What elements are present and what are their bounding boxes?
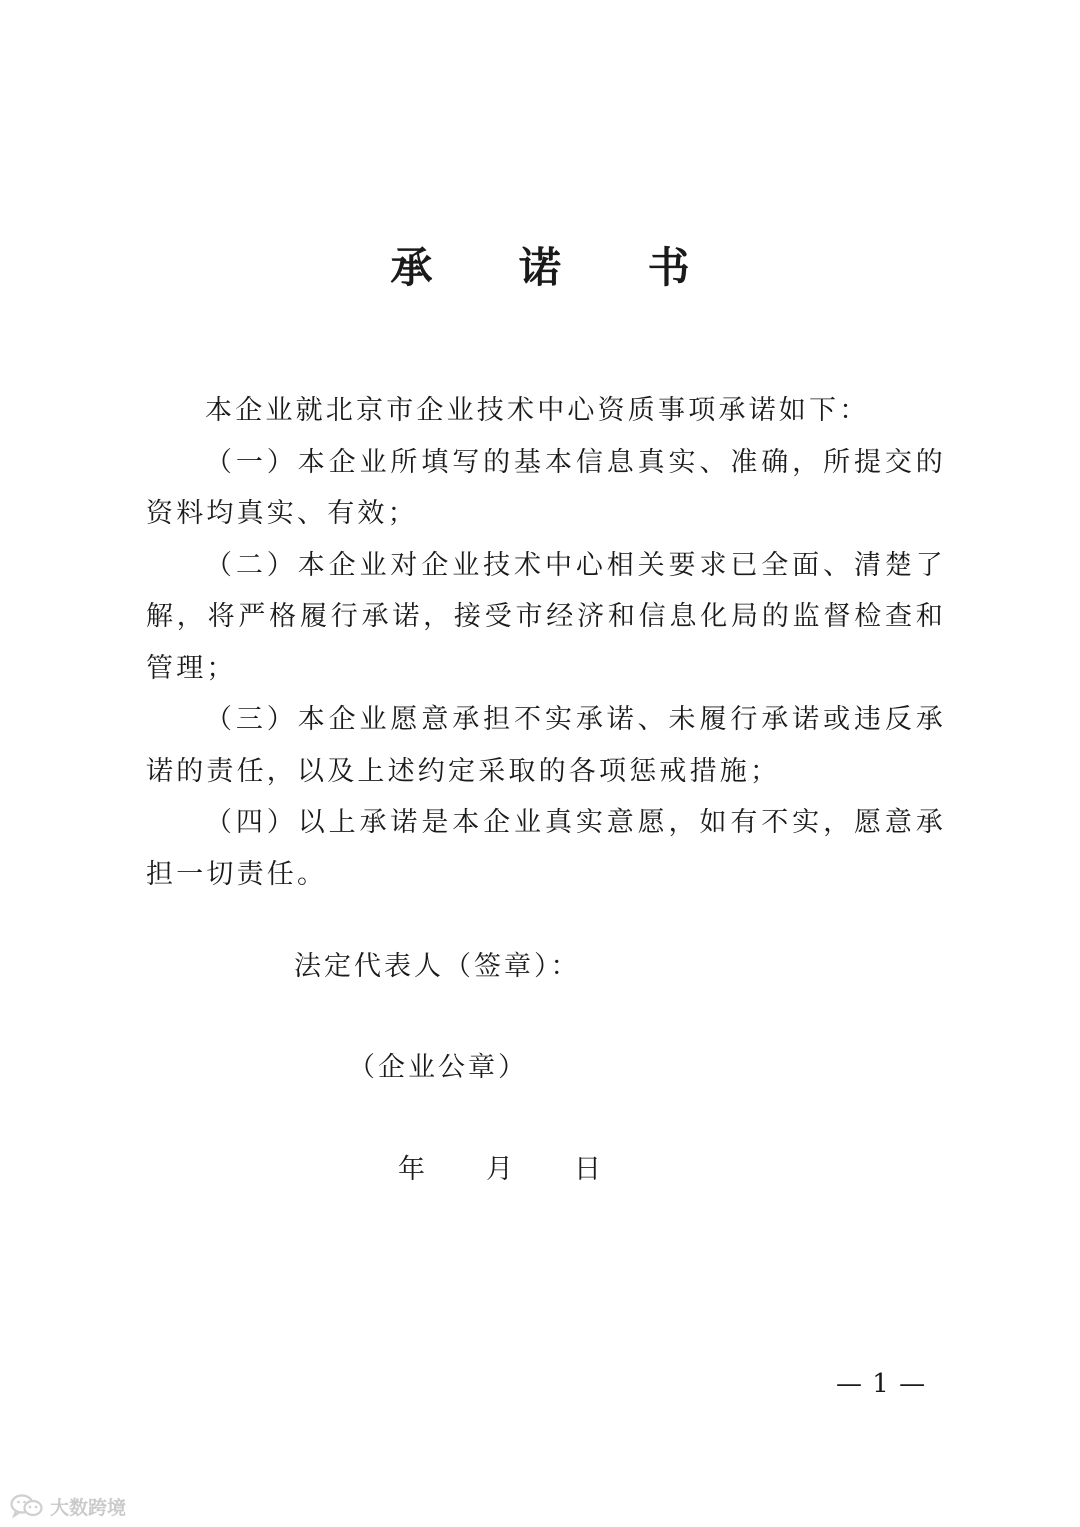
company-seal-label: （企业公章） — [348, 1052, 528, 1083]
watermark — [10, 1491, 126, 1521]
date-year-label: 年 — [398, 1154, 428, 1185]
commitment-item-4: （四）以上承诺是本企业真实意愿，如有不实，愿意承担一切责任。 — [146, 807, 946, 890]
commitment-item-1: （一）本企业所填写的基本信息真实、准确，所提交的资料均真实、有效； — [146, 446, 946, 529]
commitment-item-3: （三）本企业愿意承担不实承诺、未履行承诺或违反承诺的责任，以及上述约定采取的各项惩戒措施； — [146, 704, 946, 787]
date-line — [398, 1150, 604, 1190]
watermark-text: 大数跨境 — [50, 1496, 127, 1519]
wechat-logo-icon — [10, 1493, 44, 1519]
page-number: — 1 — — [836, 1369, 927, 1399]
page-title: 承 诺 书 — [390, 243, 726, 292]
date-month-label: 月 — [486, 1154, 516, 1185]
commitment-item-2: （二）本企业对企业技术中心相关要求已全面、清楚了解，将严格履行承诺，接受市经济和信息化局的监督检查和管理； — [146, 549, 946, 684]
legal-representative-signature-label: 法定代表人（签章）： — [294, 951, 581, 982]
intro-paragraph: 本企业就北京市企业技术中心资质事项承诺如下： — [205, 395, 870, 426]
date-day-label: 日 — [574, 1154, 604, 1185]
commitment-body — [146, 385, 946, 900]
